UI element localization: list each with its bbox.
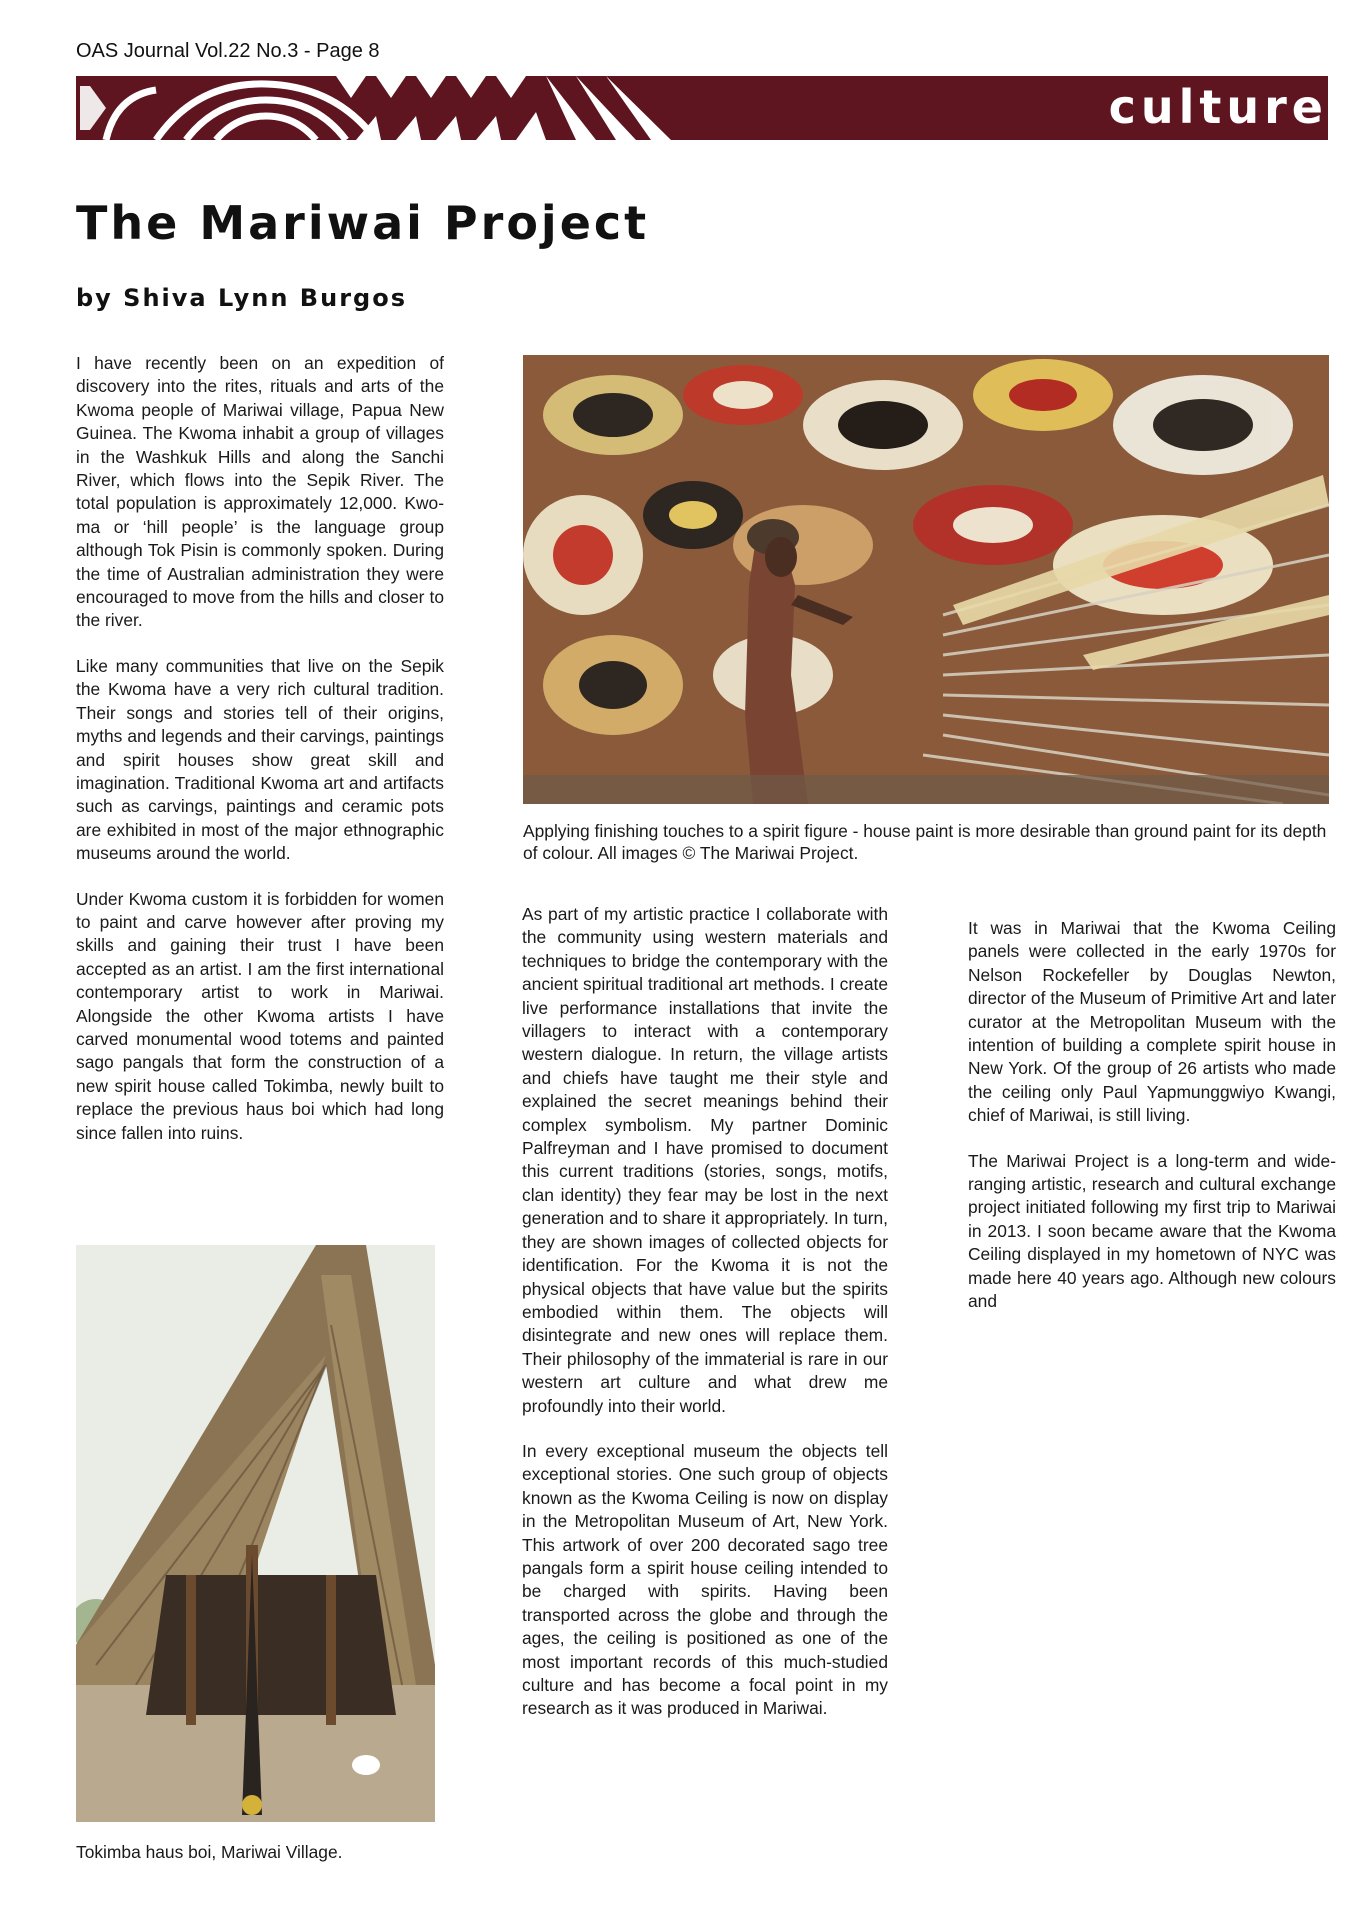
paragraph: As part of my artistic practice I collaborate with the community using western materials and techniques to bridge the contemporary with the ancient spiritual traditional art methods. I create live performance installations that invite the villagers to interact with a contemporary western dialogue. In return, the village artists and chiefs have taught me their style and explained the secret meanings behind their complex symbolism. My partner Dominic Palfreyman and I have promised to document this current traditions (stories, songs, motifs, clan identity) they fear may be lost in the next generation and to share it appropriately. In turn, they are shown images of collected objects for identification. For the Kwoma it is not the physical objects that have value but the spirits embodied within them. The objects will disintegrate and new ones will replace them. Their philosophy of the immaterial is rare in our western art culture and what drew me profoundly into their world. [522, 904, 888, 1416]
article-title: The Mariwai Project [76, 196, 650, 250]
paragraph: I have recently been on an expedition of discovery into the rites, rituals and arts of the Kwoma people of Mariwai village, Papua New Guinea. The Kwoma inhabit a group of villages in the Washkuk Hills and along the Sanchi River, which flows into the Sepik River. The total population is approximately 12,000. Kwo-ma or ‘hill people’ is the language group although Tok Pisin is commonly spoken. During the time of Australian administration they were encouraged to move from the hills and closer to the river. [76, 353, 444, 631]
section-label: culture [1108, 80, 1328, 134]
ceiling-photo-caption: Applying finishing touches to a spirit figure - house paint is more desirable than ground paint for its depth of colour. All images © The Mariwai Project. [523, 821, 1327, 863]
haus-boi-photo [76, 1245, 435, 1822]
column-2 [522, 903, 888, 1743]
paragraph: Like many communities that live on the Sepik the Kwoma have a very rich cultural tradition. Their songs and stories tell of their origins, myths and legends and their carvings, paintings and spirit houses show great skill and imagination. Traditional Kwoma art and artifacts such as carvings, paintings and ceramic pots are exhibited in most of the major ethnographic museums around the world. [76, 655, 444, 864]
paragraph: The Mariwai Project is a long-term and wide-ranging artistic, research and cultural exchange project initiated following my first trip to Mariwai in 2013. I soon became aware that the Kwoma Ceiling displayed in my hometown of NYC was made here 40 years ago. Although new colours and [968, 1150, 1336, 1312]
paragraph: Under Kwoma custom it is forbidden for women to paint and carve however after proving my skills and gaining their trust I have been accepted as an artist. I am the first international contemporary artist to work in Mariwai. Alongside the other Kwoma artists I have carved monumental wood totems and painted sago pangals that form the construction of a new spirit house called Tokimba, newly built to replace the previous haus boi which had long since fallen into ruins. [76, 888, 444, 1143]
column-3 [968, 917, 1336, 1336]
column-1 [76, 352, 444, 1167]
section-banner [76, 76, 1328, 140]
haus-boi-photo-caption: Tokimba haus boi, Mariwai Village. [76, 1842, 343, 1862]
paragraph: It was in Mariwai that the Kwoma Ceiling panels were collected in the early 1970s for Nelson Rockefeller by Douglas Newton, director of the Museum of Primitive Art and later curator at the Metropolitan Museum with the intention of building a complete spirit house in New York. Of the group of 26 artists who made the ceiling only Paul Yapmunggwiyo Kwangi, chief of Mariwai, is still living. [968, 918, 1336, 1126]
spirit-house-ceiling-photo [523, 355, 1329, 804]
article-byline: by Shiva Lynn Burgos [76, 284, 407, 312]
paragraph: In every exceptional museum the objects tell exceptional stories. One such group of objects known as the Kwoma Ceiling is now on display in the Metropolitan Museum of Art, New York. This artwork of over 200 decorated sago tree pangals form a spirit house ceiling intended to be charged with spirits. Having been transported across the globe and through the ages, the ceiling is positioned as one of the most important records of this much-studied culture and has become a focal point in my research as it was produced in Mariwai. [522, 1440, 888, 1719]
running-head: OAS Journal Vol.22 No.3 - Page 8 [76, 40, 380, 62]
